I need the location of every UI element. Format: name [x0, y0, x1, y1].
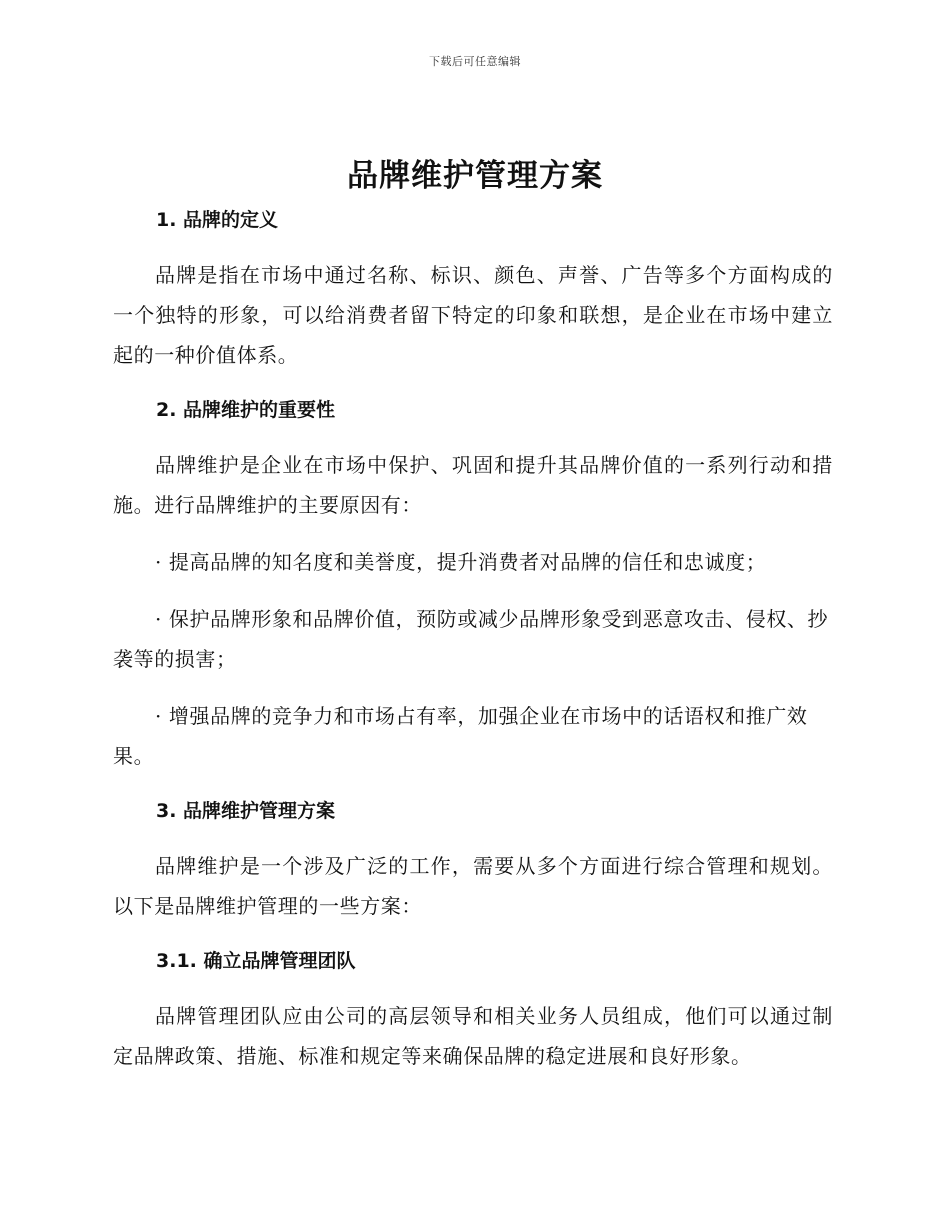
section-3-1-heading: 3.1. 确立品牌管理团队	[156, 950, 356, 972]
bullet-item-1: · 提高品牌的知名度和美誉度，提升消费者对品牌的信任和忠诚度；	[155, 550, 767, 574]
section-3-paragraph: 品牌维护是一个涉及广泛的工作，需要从多个方面进行综合管理和规划。以下是品牌维护管理的一些方案：	[113, 854, 833, 918]
section-2-paragraph: 品牌维护是企业在市场中保护、巩固和提升其品牌价值的一系列行动和措施。进行品牌维护的主要原因有：	[113, 453, 833, 517]
section-3-1-paragraph: 品牌管理团队应由公司的高层领导和相关业务人员组成，他们可以通过制定品牌政策、措施、标准和规定等来确保品牌的稳定进展和良好形象。	[113, 1004, 833, 1068]
section-2-heading: 2. 品牌维护的重要性	[156, 399, 336, 421]
section-3-heading: 3. 品牌维护管理方案	[156, 800, 336, 822]
page-header-note: 下载后可任意编辑	[429, 55, 521, 68]
document-body	[113, 202, 833, 1076]
bullet-item-2: · 保护品牌形象和品牌价值，预防或减少品牌形象受到恶意攻击、侵权、抄袭等的损害；	[113, 607, 829, 671]
document-title: 品牌维护管理方案	[347, 158, 603, 194]
bullet-item-3: · 增强品牌的竞争力和市场占有率，加强企业在市场中的话语权和推广效果。	[113, 704, 808, 768]
section-1-heading: 1. 品牌的定义	[156, 209, 279, 231]
section-1-paragraph: 品牌是指在市场中通过名称、标识、颜色、声誉、广告等多个方面构成的一个独特的形象，可以给消费者留下特定的印象和联想，是企业在市场中建立起的一种价值体系。	[113, 263, 833, 367]
